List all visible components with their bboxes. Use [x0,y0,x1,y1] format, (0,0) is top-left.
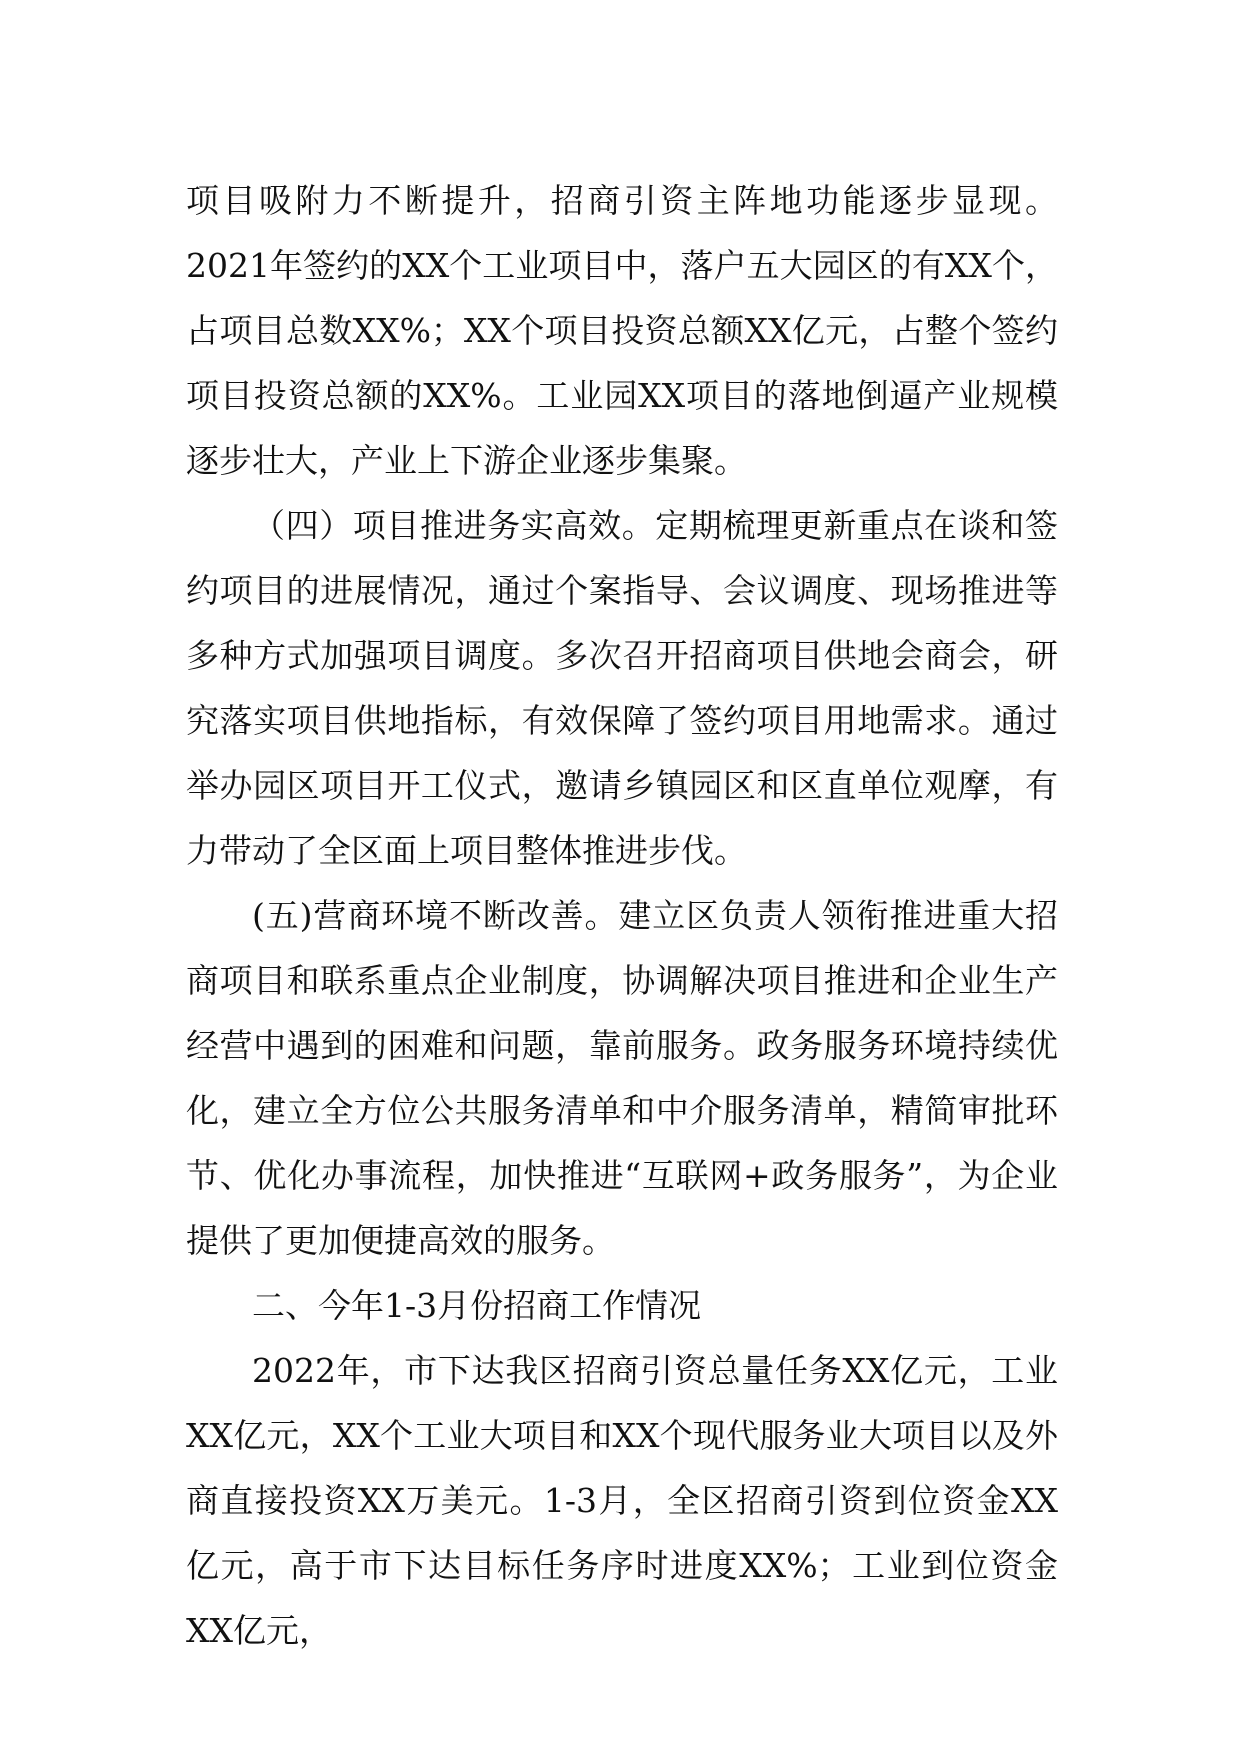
paragraph-business-environment: (五)营商环境不断改善。建立区负责人领衔推进重大招商项目和联系重点企业制度，协调解决项目推进和企业生产经营中遇到的困难和问题，靠前服务。政务服务环境持续优化，建立全方位公共服务清单和中介服务清单，精简审批环节、优化办事流程，加快推进“互联网+政务服务”，为企业提供了更加便捷高效的服务。 [186,896,1058,1260]
document-body [186,168,1058,1663]
paragraph-2022-targets: 2022年，市下达我区招商引资总量任务XX亿元，工业XX亿元，XX个工业大项目和XX个现代服务业大项目以及外商直接投资XX万美元。1-3月，全区招商引资到位资金XX亿元，高于市下达目标任务序时进度XX%；工业到位资金XX亿元， [186,1351,1058,1650]
section-heading-q1-investment: 二、今年1-3月份招商工作情况 [252,1286,702,1325]
paragraph-park-attraction: 项目吸附力不断提升，招商引资主阵地功能逐步显现。2021年签约的XX个工业项目中，落户五大园区的有XX个，占项目总数XX%；XX个项目投资总额XX亿元，占整个签约项目投资总额的XX%。工业园XX项目的落地倒逼产业规模逐步壮大，产业上下游企业逐步集聚。 [186,181,1058,480]
paragraph-project-progress: （四）项目推进务实高效。定期梳理更新重点在谈和签约项目的进展情况，通过个案指导、会议调度、现场推进等多种方式加强项目调度。多次召开招商项目供地会商会，研究落实项目供地指标，有效保障了签约项目用地需求。通过举办园区项目开工仪式，邀请乡镇园区和区直单位观摩，有力带动了全区面上项目整体推进步伐。 [186,506,1058,870]
